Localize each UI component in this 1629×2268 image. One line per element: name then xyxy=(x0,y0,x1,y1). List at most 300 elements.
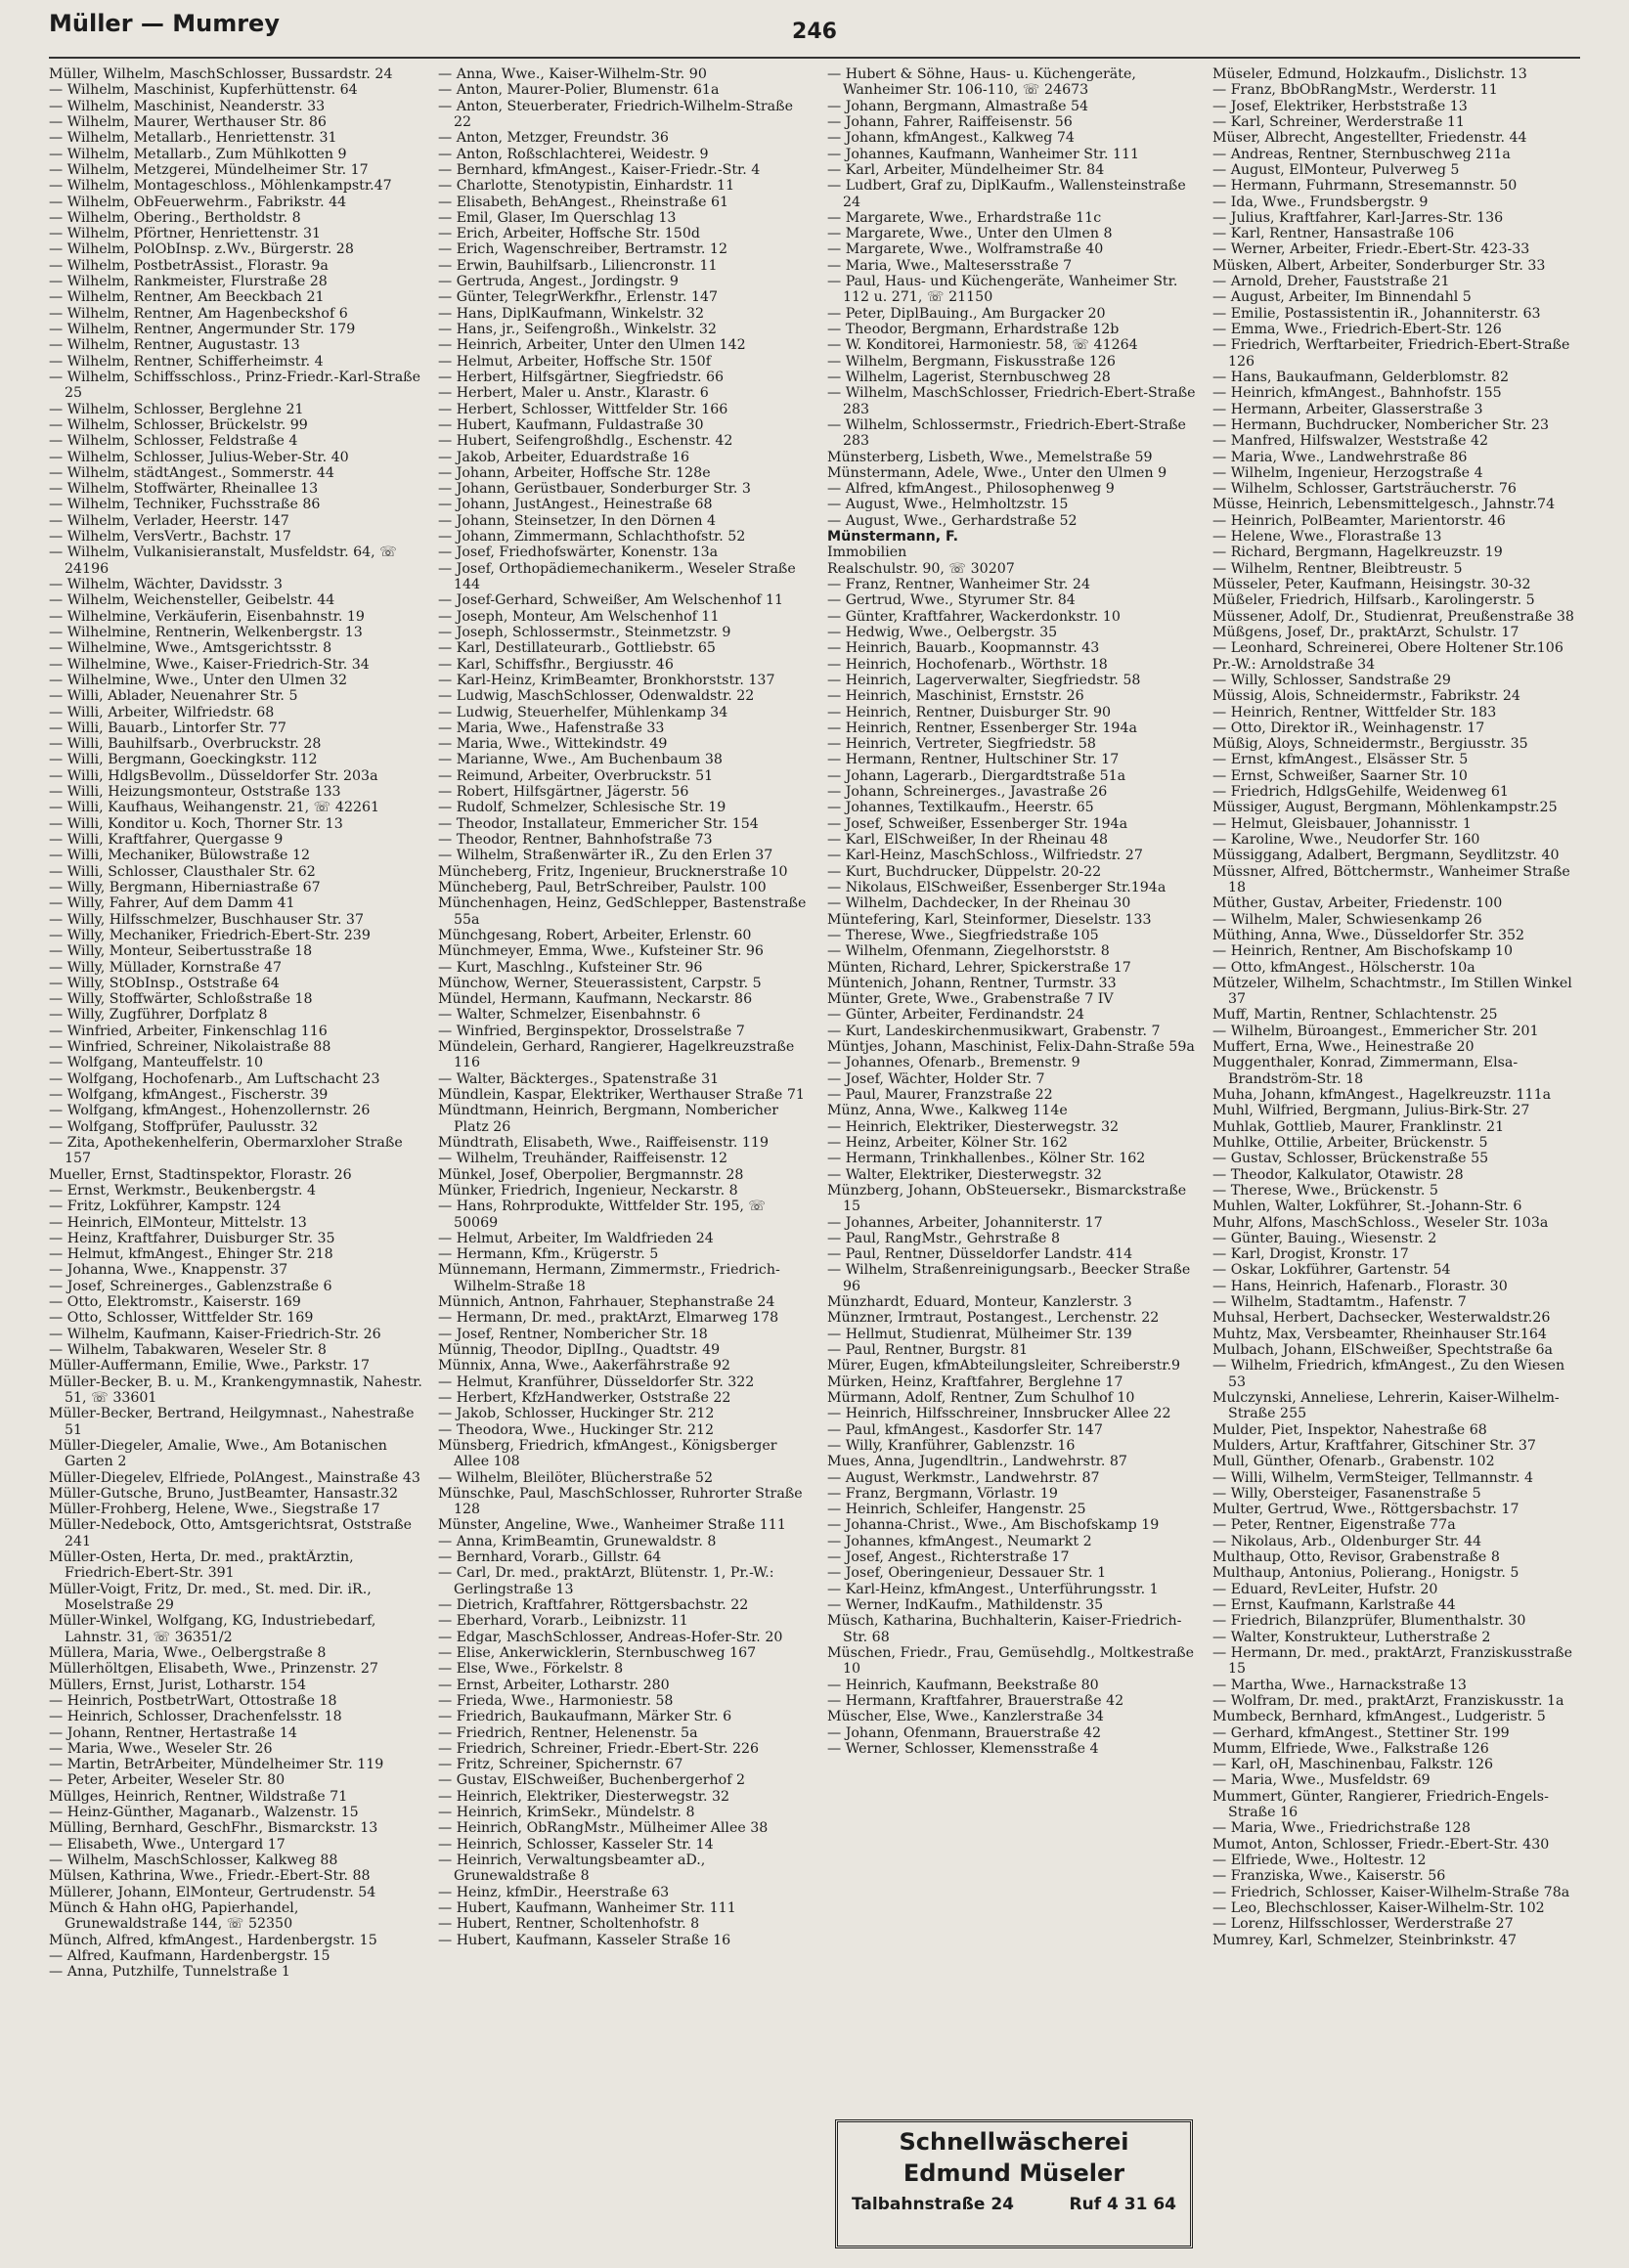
directory-entry: — Hubert, Kaufmann, Fuldastraße 30 xyxy=(438,416,704,433)
directory-entry: — Manfred, Hilfswalzer, Weststraße 42 xyxy=(1212,433,1489,450)
directory-entry: — Paul, Rentner, Düsseldorfer Landstr. 414 xyxy=(827,1246,1133,1263)
directory-entry: Münster, Angeline, Wwe., Wanheimer Straße 111 xyxy=(438,1517,786,1534)
directory-entry: — Elise, Ankerwicklerin, Sternbuschweg 167 xyxy=(438,1644,757,1661)
directory-entry: Müller-Becker, B. u. M., Krankengymnastik, Nahestr. 51, ☏ 33601 xyxy=(49,1374,422,1406)
ad-address: Talbahnstraße 24 xyxy=(852,2195,1014,2214)
directory-entry: — Dietrich, Kraftfahrer, Röttgersbachstr. 22 xyxy=(438,1597,749,1613)
directory-entry: Müller-Becker, Bertrand, Heilgymnast., Nahestraße 51 xyxy=(49,1406,415,1438)
directory-entry: Müsken, Albert, Arbeiter, Sonderburger Str. 33 xyxy=(1212,257,1546,274)
directory-entry: — Ida, Wwe., Frundsbergstr. 9 xyxy=(1212,194,1429,210)
directory-entry: — Heinrich, Maschinist, Ernststr. 26 xyxy=(827,688,1084,705)
directory-entry: — Walter, Schmelzer, Eisenbahnstr. 6 xyxy=(438,1007,701,1024)
directory-entry: — Franziska, Wwe., Kaiserstr. 56 xyxy=(1212,1868,1446,1885)
directory-entry: — Wilhelm, Maurer, Werthauser Str. 86 xyxy=(49,113,327,130)
directory-entry: — Johann, Arbeiter, Hoffsche Str. 128e xyxy=(438,464,711,481)
directory-entry: — Heinrich, Kaufmann, Beekstraße 80 xyxy=(827,1677,1099,1693)
directory-entry: — Willi, Bauhilfsarb., Overbruckstr. 28 xyxy=(49,736,322,753)
directory-entry: Muhlak, Gottlieb, Maurer, Franklinstr. 21 xyxy=(1212,1118,1505,1135)
directory-entry: — Willy, Bergmann, Hiberniastraße 67 xyxy=(49,879,321,895)
page-header xyxy=(49,6,1580,61)
directory-entry: — Hermann, Dr. med., praktArzt, Franziskusstraße 15 xyxy=(1212,1644,1573,1678)
directory-entry: — Wilhelm, MaschSchlosser, Kalkweg 88 xyxy=(49,1853,338,1868)
directory-entry: — Bernhard, kfmAngest., Kaiser-Friedr.-Str. 4 xyxy=(438,161,761,178)
directory-entry: Mülling, Bernhard, GeschFhr., Bismarckstr. 13 xyxy=(49,1820,378,1837)
directory-entry: Muffert, Erna, Wwe., Heinestraße 20 xyxy=(1212,1039,1475,1056)
directory-entry: — Fritz, Lokführer, Kampstr. 124 xyxy=(49,1199,282,1215)
directory-entry: — Herbert, Maler u. Anstr., Klarastr. 6 xyxy=(438,385,709,402)
directory-entry: — Margarete, Wwe., Wolframstraße 40 xyxy=(827,241,1104,258)
directory-entry: — Wolfgang, kfmAngest., Hohenzollernstr. 26 xyxy=(49,1103,371,1119)
directory-entry: — Helmut, Kranführer, Düsseldorfer Str. 322 xyxy=(438,1374,755,1390)
directory-entry: Müssig, Alois, Schneidermstr., Fabrikstr. 24 xyxy=(1212,688,1520,705)
directory-entry: Münch, Alfred, kfmAngest., Hardenbergstr. 15 xyxy=(49,1932,377,1948)
directory-entry: — Wilhelm, Bleilöter, Blücherstraße 52 xyxy=(438,1469,713,1486)
directory-entry: — Hellmut, Studienrat, Mülheimer Str. 139 xyxy=(827,1326,1132,1342)
directory-entry: Münchmeyer, Emma, Wwe., Kufsteiner Str. 96 xyxy=(438,943,764,960)
directory-entry: — Anton, Steuerberater, Friedrich-Wilhelm-Straße 22 xyxy=(438,98,793,130)
directory-entry: — Maria, Wwe., Hafenstraße 33 xyxy=(438,720,665,736)
directory-entry: Mündlein, Kaspar, Elektriker, Werthauser Straße 71 xyxy=(438,1087,805,1103)
directory-entry: — Maria, Wwe., Wittekindstr. 49 xyxy=(438,736,668,753)
directory-entry: Münsberg, Friedrich, kfmAngest., Königsberger Allee 108 xyxy=(438,1437,777,1470)
directory-entry: — Wilhelm, Stoffwärter, Rheinallee 13 xyxy=(49,481,319,498)
directory-entry: — Wolfgang, Hochofenarb., Am Luftschacht 23 xyxy=(49,1070,380,1087)
directory-entry: Müller-Winkel, Wolfgang, KG, Industriebedarf, Lahnstr. 31, ☏ 36351/2 xyxy=(49,1613,376,1645)
directory-entry: — Paul, Maurer, Franzstraße 22 xyxy=(827,1087,1053,1103)
directory-entry: — Wilhelm, Schlosser, Berglehne 21 xyxy=(49,401,304,417)
directory-entry: — Helene, Wwe., Florastraße 13 xyxy=(1212,529,1442,545)
directory-entry: — Hermann, Fuhrmann, Stresemannstr. 50 xyxy=(1212,178,1518,195)
directory-entry: — Winfried, Arbeiter, Finkenschlag 116 xyxy=(49,1023,328,1039)
directory-entry: Münter, Grete, Wwe., Grabenstraße 7 IV xyxy=(827,991,1114,1008)
directory-entry: — Wilhelm, Rentner, Bleibtreustr. 5 xyxy=(1212,560,1463,577)
directory-entry: — Martha, Wwe., Harnackstraße 13 xyxy=(1212,1677,1467,1693)
directory-entry: — Wilhelm, Büroangest., Emmericher Str. 201 xyxy=(1212,1023,1539,1039)
directory-entry: Müsseler, Peter, Kaufmann, Heisingstr. 30-32 xyxy=(1212,577,1531,592)
directory-entry: — Wolfgang, Stoffprüfer, Paulusstr. 32 xyxy=(49,1118,319,1135)
directory-entry: Mündtmann, Heinrich, Bergmann, Nombericher Platz 26 xyxy=(438,1103,779,1135)
directory-entry: — Günter, Kraftfahrer, Wackerdonkstr. 10 xyxy=(827,608,1121,625)
directory-entry: — Hans, DiplKaufmann, Winkelstr. 32 xyxy=(438,305,704,322)
directory-entry: — Fritz, Schreiner, Spichernstr. 67 xyxy=(438,1757,683,1773)
directory-entry: — Heinrich, Rentner, Am Bischofskamp 10 xyxy=(1212,943,1514,960)
directory-entry: — Erich, Wagenschreiber, Bertramstr. 12 xyxy=(438,241,727,258)
directory-entry: — Johann, JustAngest., Heinestraße 68 xyxy=(438,497,713,513)
directory-entry: Münchgesang, Robert, Arbeiter, Erlenstr. 60 xyxy=(438,927,752,943)
directory-entry: — Friedrich, Schreiner, Friedr.-Ebert-Str. 226 xyxy=(438,1740,760,1757)
directory-entry: — Zita, Apothekenhelferin, Obermarxloher Straße 157 xyxy=(49,1134,403,1167)
directory-entry: — Anton, Roßschlachterei, Weidestr. 9 xyxy=(438,146,709,162)
directory-entry: — Heinrich, PostbetrWart, Ottostraße 18 xyxy=(49,1692,337,1709)
directory-entry: Münchenhagen, Heinz, GedSchlepper, Bastenstraße 55a xyxy=(438,895,807,928)
directory-entry: — Hubert, Rentner, Scholtenhofstr. 8 xyxy=(438,1916,700,1933)
directory-entry: Mützeler, Wilhelm, Schachtmstr., Im Stillen Winkel 37 xyxy=(1212,975,1572,1008)
directory-entry: Münstermann, Adele, Wwe., Unter den Ulmen 9 xyxy=(827,464,1167,481)
directory-entry: — Willi, Konditor u. Koch, Thorner Str. 13 xyxy=(49,815,343,832)
directory-entry: Münker, Friedrich, Ingenieur, Neckarstr. 8 xyxy=(438,1182,738,1199)
directory-entry: Müßeler, Friedrich, Hilfsarb., Karolingerstr. 5 xyxy=(1212,592,1535,609)
directory-entry: — Wilhelm, Rentner, Angermunder Str. 179 xyxy=(49,322,356,337)
directory-entry: Mulders, Artur, Kraftfahrer, Gitschiner Str. 37 xyxy=(1212,1437,1536,1454)
directory-entry: — Maria, Wwe., Weseler Str. 26 xyxy=(49,1740,273,1757)
directory-entry: — August, ElMonteur, Pulverweg 5 xyxy=(1212,161,1460,178)
ad-title: Schnellwäscherei xyxy=(899,2128,1129,2156)
directory-entry: — Willy, Schlosser, Sandstraße 29 xyxy=(1212,672,1451,688)
directory-entry: — Willi, Schlosser, Clausthaler Str. 62 xyxy=(49,863,316,880)
directory-entry: — Heinrich, Elektriker, Diesterwegstr. 32 xyxy=(827,1118,1120,1135)
directory-entry: — Heinrich, Schlosser, Kasseler Str. 14 xyxy=(438,1836,714,1853)
directory-entry: Multer, Gertrud, Wwe., Röttgersbachstr. 17 xyxy=(1212,1502,1519,1518)
directory-entry: Münnix, Anna, Wwe., Aakerfährstraße 92 xyxy=(438,1358,730,1374)
directory-entry: — Elfriede, Wwe., Holtestr. 12 xyxy=(1212,1853,1427,1868)
directory-entry: — Wolfram, Dr. med., praktArzt, Franziskusstr. 1a xyxy=(1212,1692,1564,1709)
directory-entry: — Lorenz, Hilfsschlosser, Werderstraße 27 xyxy=(1212,1916,1514,1933)
directory-entry: Müßgens, Josef, Dr., praktArzt, Schulstr. 17 xyxy=(1212,624,1519,640)
directory-entry: — Wilhelm, Verlader, Heerstr. 147 xyxy=(49,512,289,529)
directory-entry: Mues, Anna, Jugendltrin., Landwehrstr. 87 xyxy=(827,1454,1127,1470)
directory-entry: — Karl, Rentner, Hansastraße 106 xyxy=(1212,226,1455,242)
directory-entry: — Wilhelm, Maschinist, Neanderstr. 33 xyxy=(49,98,326,114)
directory-entry: Mulder, Piet, Inspektor, Nahestraße 68 xyxy=(1212,1421,1487,1438)
directory-entry: — Hermann, Arbeiter, Glasserstraße 3 xyxy=(1212,401,1483,417)
directory-entry: Müntjes, Johann, Maschinist, Felix-Dahn-Straße 59a xyxy=(827,1039,1195,1056)
directory-entry: — Karl-Heinz, KrimBeamter, Bronkhorststr. 137 xyxy=(438,672,775,688)
directory-entry: Müller-Auffermann, Emilie, Wwe., Parkstr. 17 xyxy=(49,1358,371,1374)
directory-entry: Münsterberg, Lisbeth, Wwe., Memelstraße 59 xyxy=(827,449,1153,465)
directory-entry: — Wilhelm, Schlosser, Brückelstr. 99 xyxy=(49,416,308,433)
directory-entry: Müssiggang, Adalbert, Bergmann, Seydlitzstr. 40 xyxy=(1212,848,1560,864)
directory-entry: — Werner, Schlosser, Klemensstraße 4 xyxy=(827,1740,1099,1757)
directory-entry: Mürer, Eugen, kfmAbteilungsleiter, Schreiberstr.9 xyxy=(827,1358,1180,1374)
directory-entry: — Willi, Ablader, Neuenahrer Str. 5 xyxy=(49,688,298,705)
directory-entry: — Franz, Bergmann, Vörlastr. 19 xyxy=(827,1485,1058,1502)
directory-entry: — Wilhelm, Tabakwaren, Weseler Str. 8 xyxy=(49,1342,327,1358)
directory-entry: — Wilhelm, Friedrich, kfmAngest., Zu den Wiesen 53 xyxy=(1212,1358,1565,1390)
directory-entry: — Friedrich, Bilanzprüfer, Blumenthalstr. 30 xyxy=(1212,1613,1526,1630)
directory-entry: — Otto, Schlosser, Wittfelder Str. 169 xyxy=(49,1310,314,1327)
directory-entry: — Paul, Haus- und Küchengeräte, Wanheimer Str. 112 u. 271, ☏ 21150 xyxy=(827,274,1178,306)
directory-entry: — Willy, Mechaniker, Friedrich-Ebert-Str. 239 xyxy=(49,927,371,943)
directory-entry: — Hermann, Rentner, Hultschiner Str. 17 xyxy=(827,752,1120,768)
directory-entry: Müllges, Heinrich, Rentner, Wildstraße 71 xyxy=(49,1788,348,1805)
directory-entry: — Frieda, Wwe., Harmoniestr. 58 xyxy=(438,1692,674,1709)
directory-entry: — Heinrich, Bauarb., Koopmannstr. 43 xyxy=(827,640,1100,657)
directory-entry: Müller-Frohberg, Helene, Wwe., Siegstraße 17 xyxy=(49,1502,380,1518)
directory-entry: — Johann, Steinsetzer, In den Dörnen 4 xyxy=(438,512,717,529)
directory-entry: — Karl-Heinz, MaschSchloss., Wilfriedstr. 27 xyxy=(827,848,1143,864)
directory-entry: — Else, Wwe., Förkelstr. 8 xyxy=(438,1661,624,1678)
directory-entry: — Anna, Wwe., Kaiser-Wilhelm-Str. 90 xyxy=(438,66,707,82)
directory-entry: — Anna, Putzhilfe, Tunnelstraße 1 xyxy=(49,1964,290,1981)
directory-entry: — Heinrich, Hilfsschreiner, Innsbrucker Allee 22 xyxy=(827,1406,1171,1422)
directory-entry: — Karl, Schreiner, Werderstraße 11 xyxy=(1212,113,1465,130)
directory-entry: Mulczynski, Anneliese, Lehrerin, Kaiser-Wilhelm-Straße 255 xyxy=(1212,1389,1560,1422)
directory-entry: Münnig, Theodor, DiplIng., Quadtstr. 49 xyxy=(438,1342,721,1358)
directory-entry: — Wilhelm, Dachdecker, In der Rheinau 30 xyxy=(827,895,1131,912)
directory-entry: — Heinrich, Lagerverwalter, Siegfriedstr. 58 xyxy=(827,672,1141,688)
directory-entry: — Erwin, Bauhilfsarb., Liliencronstr. 11 xyxy=(438,257,718,274)
directory-entry: Multhaup, Otto, Revisor, Grabenstraße 8 xyxy=(1212,1549,1500,1566)
directory-entry: — Emma, Wwe., Friedrich-Ebert-Str. 126 xyxy=(1212,322,1502,337)
directory-entry: Müntenich, Johann, Rentner, Turmstr. 33 xyxy=(827,975,1117,991)
directory-entry: — Winfried, Schreiner, Nikolaistraße 88 xyxy=(49,1039,331,1056)
directory-entry: Müsch, Katharina, Buchhalterin, Kaiser-Friedrich-Str. 68 xyxy=(827,1613,1182,1645)
directory-entry: — Joseph, Schlossermstr., Steinmetzstr. 9 xyxy=(438,624,731,640)
directory-entry: — Peter, DiplBauing., Am Burgacker 20 xyxy=(827,305,1106,322)
directory-entry: — Herbert, KfzHandwerker, Oststraße 22 xyxy=(438,1389,731,1406)
directory-entry: — Josef-Gerhard, Schweißer, Am Welschenhof 11 xyxy=(438,592,784,609)
directory-entry: — Wilhelm, Rentner, Schifferheimstr. 4 xyxy=(49,353,324,370)
directory-entry: — Ludwig, Steuerhelfer, Mühlenkamp 34 xyxy=(438,704,728,720)
directory-entry: — Johann, Gerüstbauer, Sonderburger Str. 3 xyxy=(438,481,751,498)
directory-entry: — Wilhelm, Bergmann, Fiskusstraße 126 xyxy=(827,353,1116,370)
directory-entry: — Kurt, Buchdrucker, Düppelstr. 20-22 xyxy=(827,863,1102,880)
directory-entry: — Wilhelm, Treuhänder, Raiffeisenstr. 12 xyxy=(438,1151,727,1167)
directory-entry: — Heinz, Arbeiter, Kölner Str. 162 xyxy=(827,1134,1068,1151)
directory-entry: — Heinrich, Rentner, Duisburger Str. 90 xyxy=(827,704,1112,720)
directory-entry: — Heinrich, Hochofenarb., Wörthstr. 18 xyxy=(827,656,1108,673)
directory-entry: — August, Wwe., Gerhardstraße 52 xyxy=(827,512,1078,529)
directory-entry: — Josef, Wächter, Holder Str. 7 xyxy=(827,1070,1045,1087)
directory-entry: — Wilhelm, Obering., Bertholdstr. 8 xyxy=(49,209,301,226)
directory-entry: — Therese, Wwe., Siegfriedstraße 105 xyxy=(827,927,1099,943)
directory-entry: Müssener, Adolf, Dr., Studienrat, Preußenstraße 38 xyxy=(1212,608,1574,625)
directory-entry: — Josef, Angest., Richterstraße 17 xyxy=(827,1549,1070,1566)
directory-entry: — Heinz, Kraftfahrer, Duisburger Str. 35 xyxy=(49,1230,335,1246)
directory-entry: — Gertruda, Angest., Jordingstr. 9 xyxy=(438,274,679,290)
directory-entry: — Heinz-Günther, Maganarb., Walzenstr. 15 xyxy=(49,1805,359,1821)
directory-entry: — Karl, Arbeiter, Mündelheimer Str. 84 xyxy=(827,161,1105,178)
directory-entry: Müser, Albrecht, Angestellter, Friedenstr. 44 xyxy=(1212,130,1527,147)
directory-entry: — August, Werkmstr., Landwehrstr. 87 xyxy=(827,1469,1100,1486)
directory-entry: — Günter, Bauing., Wiesenstr. 2 xyxy=(1212,1230,1437,1246)
directory-entry: — Herbert, Schlosser, Wittfelder Str. 166 xyxy=(438,401,728,417)
directory-entry: — Johann, Zimmermann, Schlachthofstr. 52 xyxy=(438,529,746,545)
directory-entry: — Therese, Wwe., Brückenstr. 5 xyxy=(1212,1182,1438,1199)
directory-entry: — Heinrich, PolBeamter, Marientorstr. 46 xyxy=(1212,512,1506,529)
directory-entry: — Leo, Blechschlosser, Kaiser-Wilhelm-Str. 102 xyxy=(1212,1899,1545,1916)
directory-entry: — Wilhelm, Pförtner, Henriettenstr. 31 xyxy=(49,226,322,242)
directory-entry: Müschen, Friedr., Frau, Gemüsehdlg., Moltkestraße 10 xyxy=(827,1644,1194,1678)
directory-entry: — Alfred, kfmAngest., Philosophenweg 9 xyxy=(827,481,1115,498)
directory-entry: — Wilhelmine, Wwe., Unter den Ulmen 32 xyxy=(49,672,348,688)
directory-entry: Muha, Johann, kfmAngest., Hagelkreuzstr. 111a xyxy=(1212,1087,1552,1103)
directory-entry: — Maria, Wwe., Landwehrstraße 86 xyxy=(1212,449,1468,465)
directory-entry: — Peter, Arbeiter, Weseler Str. 80 xyxy=(49,1772,286,1789)
directory-entry: — Heinrich, Rentner, Essenberger Str. 194a xyxy=(827,720,1137,736)
directory-entry: — Günter, Arbeiter, Ferdinandstr. 24 xyxy=(827,1007,1084,1024)
directory-entry: Müllerhöltgen, Elisabeth, Wwe., Prinzenstr. 27 xyxy=(49,1661,378,1678)
directory-entry: — Theodora, Wwe., Huckinger Str. 212 xyxy=(438,1421,715,1438)
directory-entry: — Ernst, Kaufmann, Karlstraße 44 xyxy=(1212,1597,1456,1613)
directory-entry: — Theodor, Kalkulator, Otawistr. 28 xyxy=(1212,1166,1464,1183)
directory-entry: — Willy, Kranführer, Gablenzstr. 16 xyxy=(827,1437,1076,1454)
directory-entry: — Johanna-Christ., Wwe., Am Bischofskamp 19 xyxy=(827,1517,1160,1534)
running-head: Müller — Mumrey xyxy=(49,10,280,37)
directory-entry: — Wilhelm, PostbetrAssist., Florastr. 9a xyxy=(49,257,329,274)
directory-entry: — Willy, Monteur, Seibertusstraße 18 xyxy=(49,943,313,960)
directory-entry: Müller-Gutsche, Bruno, JustBeamter, Hansastr.32 xyxy=(49,1485,399,1502)
directory-entry: Müller-Osten, Herta, Dr. med., praktÄrztin, Friedrich-Ebert-Str. 391 xyxy=(49,1549,354,1582)
directory-entry: Mürken, Heinz, Kraftfahrer, Berglehne 17 xyxy=(827,1374,1123,1390)
directory-entry: — Wilhelmine, Wwe., Amtsgerichtsstr. 8 xyxy=(49,640,332,657)
directory-entry: Mumrey, Karl, Schmelzer, Steinbrinkstr. 47 xyxy=(1212,1932,1518,1948)
directory-entry: — Karl, Destillateurarb., Gottliebstr. 65 xyxy=(438,640,716,657)
directory-entry: — Johannes, Arbeiter, Johanniterstr. 17 xyxy=(827,1214,1103,1231)
directory-entry: — Ernst, Arbeiter, Lotharstr. 280 xyxy=(438,1677,670,1693)
directory-entry: — Heinrich, ObRangMstr., Mülheimer Allee 38 xyxy=(438,1820,769,1837)
directory-entry: — Wilhelm, Schiffsschloss., Prinz-Friedr.-Karl-Straße 25 xyxy=(49,369,421,402)
column-2 xyxy=(438,66,812,2256)
directory-entry: — Gerhard, kfmAngest., Stettiner Str. 199 xyxy=(1212,1724,1510,1741)
directory-entry: — Wilhelm, Straßenreinigungsarb., Beecker Straße 96 xyxy=(827,1262,1191,1294)
directory-entry: — Willi, Wilhelm, VermSteiger, Tellmannstr. 4 xyxy=(1212,1469,1534,1486)
directory-entry: — Reimund, Arbeiter, Overbruckstr. 51 xyxy=(438,767,714,784)
directory-entry: — Hermann, Trinkhallenbes., Kölner Str. 162 xyxy=(827,1151,1146,1167)
directory-entry: — Friedrich, Werftarbeiter, Friedrich-Ebert-Straße 126 xyxy=(1212,337,1570,370)
directory-entry: — Wilhelm, Stadtamtm., Hafenstr. 7 xyxy=(1212,1294,1467,1311)
directory-entry: — Ernst, Werkmstr., Beukenbergstr. 4 xyxy=(49,1182,317,1199)
directory-entry: — Eduard, RevLeiter, Hufstr. 20 xyxy=(1212,1581,1438,1597)
page-number: 246 xyxy=(792,20,837,44)
directory-entry: — Otto, Elektromstr., Kaiserstr. 169 xyxy=(49,1294,301,1311)
directory-entry: — Karl, Schiffsfhr., Bergiusstr. 46 xyxy=(438,656,674,673)
directory-entry: — Julius, Kraftfahrer, Karl-Jarres-Str. 136 xyxy=(1212,209,1504,226)
directory-entry: — Heinrich, kfmAngest., Bahnhofstr. 155 xyxy=(1212,385,1502,402)
directory-entry: Muhl, Wilfried, Bergmann, Julius-Birk-Str. 27 xyxy=(1212,1103,1530,1119)
directory-entry: Münzner, Irmtraut, Postangest., Lerchenstr. 22 xyxy=(827,1310,1160,1327)
directory-entry: Münzhardt, Eduard, Monteur, Kanzlerstr. 3 xyxy=(827,1294,1132,1311)
directory-entry: — Alfred, Kaufmann, Hardenbergstr. 15 xyxy=(49,1947,330,1964)
directory-entry: — Wilhelm, Maler, Schwiesenkamp 26 xyxy=(1212,911,1482,928)
directory-entry: — Wilhelm, Vulkanisieranstalt, Musfeldstr. 64, ☏ 24196 xyxy=(49,545,397,577)
directory-entry: — Wilhelm, Lagerist, Sternbuschweg 28 xyxy=(827,369,1111,385)
directory-entry: — Johann, Lagerarb., Diergardtstraße 51a xyxy=(827,767,1126,784)
header-rule xyxy=(49,57,1580,59)
directory-entry: — Elisabeth, BehAngest., Rheinstraße 61 xyxy=(438,194,729,210)
directory-entry: — Wilhelm, Wächter, Davidsstr. 3 xyxy=(49,577,283,592)
directory-entry: — Emil, Glaser, Im Querschlag 13 xyxy=(438,209,677,226)
directory-entry: — Franz, Rentner, Wanheimer Str. 24 xyxy=(827,577,1090,592)
directory-entry: — Hubert, Seifengroßhdlg., Eschenstr. 42 xyxy=(438,433,733,450)
directory-entry: — Oskar, Lokführer, Gartenstr. 54 xyxy=(1212,1262,1451,1279)
directory-entry: — Gertrud, Wwe., Styrumer Str. 84 xyxy=(827,592,1076,609)
directory-entry: Mündel, Hermann, Kaufmann, Neckarstr. 86 xyxy=(438,991,753,1008)
directory-entry: — Wolfgang, Manteuffelstr. 10 xyxy=(49,1055,264,1071)
directory-entry: — Wilhelm, Schlosser, Feldstraße 4 xyxy=(49,433,298,450)
directory-entry: Münten, Richard, Lehrer, Spickerstraße 17 xyxy=(827,959,1131,976)
directory-entry: Pr.-W.: Arnoldstraße 34 xyxy=(1212,656,1376,673)
directory-entry: — Maria, Wwe., Maltesersstraße 7 xyxy=(827,257,1073,274)
directory-entry: — Karl, ElSchweißer, In der Rheinau 48 xyxy=(827,832,1109,848)
directory-entry: — Willi, Arbeiter, Wilfriedstr. 68 xyxy=(49,704,275,720)
directory-entry: Multhaup, Antonius, Polierang., Honigstr. 5 xyxy=(1212,1565,1519,1582)
directory-entry: Mumm, Elfriede, Wwe., Falkstraße 126 xyxy=(1212,1740,1489,1757)
directory-entry: — Winfried, Berginspektor, Drosselstraße 7 xyxy=(438,1023,745,1039)
directory-entry: Müller, Wilhelm, MaschSchlosser, Bussardstr. 24 xyxy=(49,66,393,82)
directory-entry: — Wilhelm, Schlossermstr., Friedrich-Ebert-Straße 283 xyxy=(827,416,1186,450)
directory-entry: — Johann, Bergmann, Almastraße 54 xyxy=(827,98,1089,114)
directory-entry: — Wilhelmine, Verkäuferin, Eisenbahnstr. 19 xyxy=(49,608,365,625)
directory-entry: — Josef, Friedhofswärter, Konenstr. 13a xyxy=(438,545,719,561)
directory-entry: Mülsen, Kathrina, Wwe., Friedr.-Ebert-Str. 88 xyxy=(49,1868,371,1885)
directory-entry: — Friedrich, Rentner, Helenenstr. 5a xyxy=(438,1724,698,1741)
directory-entry: — Wilhelm, Metzgerei, Mündelheimer Str. 17 xyxy=(49,161,369,178)
directory-entry: — Johannes, Kaufmann, Wanheimer Str. 111 xyxy=(827,146,1140,162)
directory-entry: — Heinrich, Vertreter, Siegfriedstr. 58 xyxy=(827,736,1096,753)
directory-entry: — Wilhelm, Rentner, Am Beeckbach 21 xyxy=(49,289,325,306)
directory-entry: — Heinz, kfmDir., Heerstraße 63 xyxy=(438,1884,670,1900)
directory-entry: — Anton, Metzger, Freundstr. 36 xyxy=(438,130,669,147)
directory-entry: — Joseph, Monteur, Am Welschenhof 11 xyxy=(438,608,720,625)
directory-entry: — Wilhelm, Kaufmann, Kaiser-Friedrich-Str. 26 xyxy=(49,1326,381,1342)
directory-entry: — Heinrich, Verwaltungsbeamter aD., Grunewaldstraße 8 xyxy=(438,1853,706,1885)
directory-entry: — Wilhelm, Maschinist, Kupferhüttenstr. 64 xyxy=(49,82,358,99)
directory-entry: — Willy, Obersteiger, Fasanenstraße 5 xyxy=(1212,1485,1481,1502)
directory-entry: — Nikolaus, Arb., Oldenburger Str. 44 xyxy=(1212,1533,1482,1549)
directory-entry: — Wolfgang, kfmAngest., Fischerstr. 39 xyxy=(49,1087,329,1103)
directory-entry: Müncheberg, Fritz, Ingenieur, Brucknerstraße 10 xyxy=(438,863,788,880)
directory-entry: — Heinrich, Rentner, Wittfelder Str. 183 xyxy=(1212,704,1497,720)
directory-entry: — Arnold, Dreher, Fauststraße 21 xyxy=(1212,274,1450,290)
directory-entry: — Willy, Fahrer, Auf dem Damm 41 xyxy=(49,895,295,912)
directory-entry: Muhlen, Walter, Lokführer, St.-Johann-Str. 6 xyxy=(1212,1199,1522,1215)
directory-entry: Müllers, Ernst, Jurist, Lotharstr. 154 xyxy=(49,1677,306,1693)
directory-entry: — Martin, BetrArbeiter, Mündelheimer Str. 119 xyxy=(49,1757,384,1773)
directory-entry: — Wilhelm, städtAngest., Sommerstr. 44 xyxy=(49,464,334,481)
directory-entry: — Wilhelmine, Rentnerin, Welkenbergstr. 13 xyxy=(49,624,363,640)
directory-entry: — August, Arbeiter, Im Binnendahl 5 xyxy=(1212,289,1472,306)
directory-entry: — Willi, Bergmann, Goeckingkstr. 112 xyxy=(49,752,318,768)
directory-entry: — Josef, Schweißer, Essenberger Str. 194a xyxy=(827,815,1128,832)
ad-contact xyxy=(838,2195,1190,2214)
directory-entry: — Maria, Wwe., Friedrichstraße 128 xyxy=(1212,1820,1471,1837)
directory-entry: — August, Wwe., Helmholtzstr. 15 xyxy=(827,497,1069,513)
directory-entry: — Willi, Mechaniker, Bülowstraße 12 xyxy=(49,848,311,864)
directory-entry: — Ludbert, Graf zu, DiplKaufm., Wallensteinstraße 24 xyxy=(827,178,1186,210)
directory-entry: Müssiger, August, Bergmann, Möhlenkampstr.25 xyxy=(1212,800,1558,816)
directory-entry: — Hubert, Kaufmann, Wanheimer Str. 111 xyxy=(438,1899,736,1916)
directory-entry: Mürmann, Adolf, Rentner, Zum Schulhof 10 xyxy=(827,1389,1135,1406)
directory-entry: — Carl, Dr. med., praktArzt, Blütenstr. 1, Pr.-W.: Gerlingstraße 13 xyxy=(438,1565,774,1597)
directory-entry: Münzberg, Johann, ObSteuersekr., Bismarckstraße 15 xyxy=(827,1182,1187,1215)
directory-entry: — Günter, TelegrWerkfhr., Erlenstr. 147 xyxy=(438,289,719,306)
directory-entry: — Elisabeth, Wwe., Untergard 17 xyxy=(49,1836,286,1853)
directory-entry: — Wilhelm, Straßenwärter iR., Zu den Erlen 37 xyxy=(438,848,773,864)
directory-entry: — Otto, Direktor iR., Weinhagenstr. 17 xyxy=(1212,720,1485,736)
directory-entry: — Paul, Rentner, Burgstr. 81 xyxy=(827,1342,1029,1358)
directory-entry: — Johanna, Wwe., Knappenstr. 37 xyxy=(49,1262,288,1279)
directory-entry: Müsse, Heinrich, Lebensmittelgesch., Jahnstr.74 xyxy=(1212,497,1556,513)
directory-entry: Münchow, Werner, Steuerassistent, Carpstr. 5 xyxy=(438,975,762,991)
directory-entry: Münschke, Paul, MaschSchlosser, Ruhrorter Straße 128 xyxy=(438,1485,803,1518)
directory-entry: — Wilhelmine, Wwe., Kaiser-Friedrich-Str. 34 xyxy=(49,656,370,673)
directory-entry: Müller-Voigt, Fritz, Dr. med., St. med. Dir. iR., Moselstraße 29 xyxy=(49,1581,372,1613)
directory-entry: Immobilien xyxy=(827,545,907,561)
directory-entry: Müseler, Edmund, Holzkaufm., Dislichstr. 13 xyxy=(1212,66,1527,82)
directory-entry: Münstermann, F. xyxy=(827,529,959,545)
directory-entry: — Wilhelm, ObFeuerwehrm., Fabrikstr. 44 xyxy=(49,194,347,210)
directory-entry: — Karl-Heinz, kfmAngest., Unterführungsstr. 1 xyxy=(827,1581,1159,1597)
directory-entry: — Karl, Drogist, Kronstr. 17 xyxy=(1212,1246,1409,1263)
directory-entry: — Wilhelm, Metallarb., Henriettenstr. 31 xyxy=(49,130,337,147)
directory-entry: — Wilhelm, Metallarb., Zum Mühlkotten 9 xyxy=(49,146,347,162)
directory-entry: — W. Konditorei, Harmoniestr. 58, ☏ 41264 xyxy=(827,337,1138,354)
directory-entry: — Hans, Heinrich, Hafenarb., Florastr. 30 xyxy=(1212,1278,1508,1294)
directory-entry: Mulbach, Johann, ElSchweißer, Spechtstraße 6a xyxy=(1212,1342,1553,1358)
directory-entry: — Wilhelm, Schlosser, Gartsträucherstr. 76 xyxy=(1212,481,1517,498)
directory-entry: — Wilhelm, Montageschloss., Möhlenkampstr.47 xyxy=(49,178,392,195)
